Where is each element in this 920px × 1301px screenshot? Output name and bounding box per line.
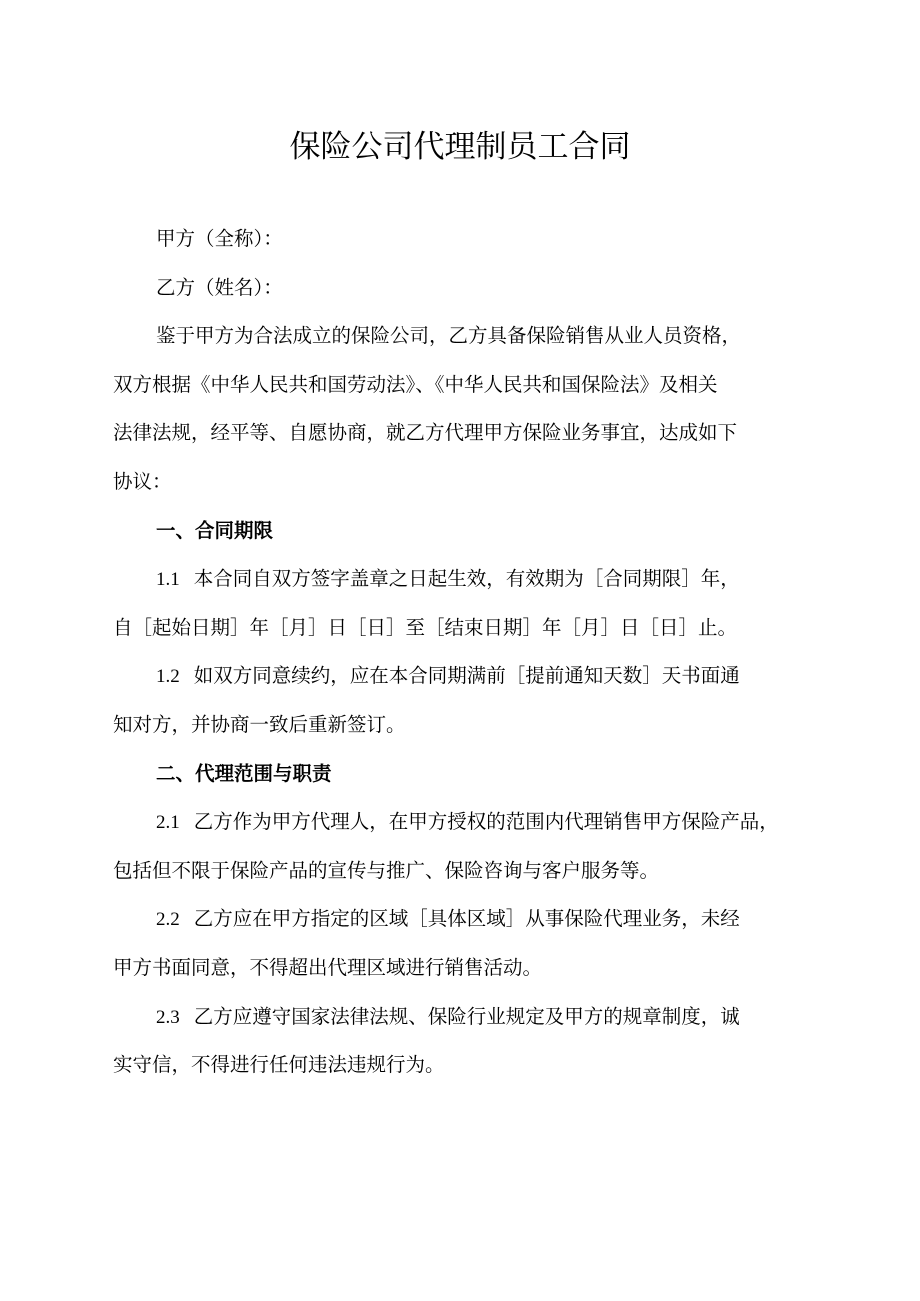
clause-text: 本合同自双方签字盖章之日起生效，有效期为［合同期限］年， — [193, 567, 740, 591]
clause-text: 乙方应遵守国家法律法规、保险行业规定及甲方的规章制度，诚 — [193, 1004, 740, 1028]
clause-number: 1.1 — [156, 569, 180, 591]
preamble-paragraph — [113, 319, 807, 513]
document-title: 保险公司代理制员工合同 — [289, 129, 631, 165]
clause-line — [113, 902, 807, 951]
preamble-line: 双方根据《中华人民共和国劳动法》、《中华人民共和国保险法》及相关 — [113, 372, 718, 396]
preamble-line: 法律法规，经平等、自愿协商，就乙方代理甲方保险业务事宜，达成如下 — [113, 421, 738, 445]
clause-line: 包括但不限于保险产品的宣传与推广、保险咨询与客户服务等。 — [113, 858, 660, 882]
clause-line: 自［起始日期］年［月］日［日］至［结束日期］年［月］日［日］止。 — [113, 615, 738, 639]
document-body — [113, 222, 807, 1097]
clause-2-3 — [113, 1000, 807, 1097]
clause-line — [113, 562, 807, 611]
clause-text: 乙方作为甲方代理人，在甲方授权的范围内代理销售甲方保险产品， — [193, 810, 779, 834]
party-b-label: 乙方（姓名）： — [156, 275, 283, 299]
clause-2-2 — [113, 902, 807, 999]
section-heading-term: 一、合同期限 — [156, 518, 274, 542]
section-heading-scope: 二、代理范围与职责 — [156, 761, 332, 785]
clause-1-1 — [113, 562, 807, 659]
clause-1-2 — [113, 659, 807, 756]
party-a-label: 甲方（全称）： — [156, 227, 283, 250]
clause-text: 如双方同意续约，应在本合同期满前［提前通知天数］天书面通 — [193, 664, 740, 688]
clause-line: 知对方，并协商一致后重新签订。 — [113, 712, 406, 736]
clause-line — [113, 1000, 807, 1049]
clause-text: 乙方应在甲方指定的区域［具体区域］从事保险代理业务，未经 — [193, 907, 740, 931]
clause-line: 实守信，不得进行任何违法违规行为。 — [113, 1053, 445, 1077]
clause-line — [113, 805, 807, 854]
clause-2-1 — [113, 805, 807, 902]
clause-number: 2.3 — [156, 1006, 180, 1028]
preamble-line: 鉴于甲方为合法成立的保险公司，乙方具备保险销售从业人员资格， — [156, 324, 742, 348]
preamble-line: 协议： — [113, 469, 172, 493]
clause-line — [113, 659, 807, 708]
clause-number: 1.2 — [156, 666, 180, 688]
clause-number: 2.2 — [156, 909, 180, 931]
clause-number: 2.1 — [156, 812, 180, 834]
clause-line: 甲方书面同意，不得超出代理区域进行销售活动。 — [113, 955, 543, 979]
